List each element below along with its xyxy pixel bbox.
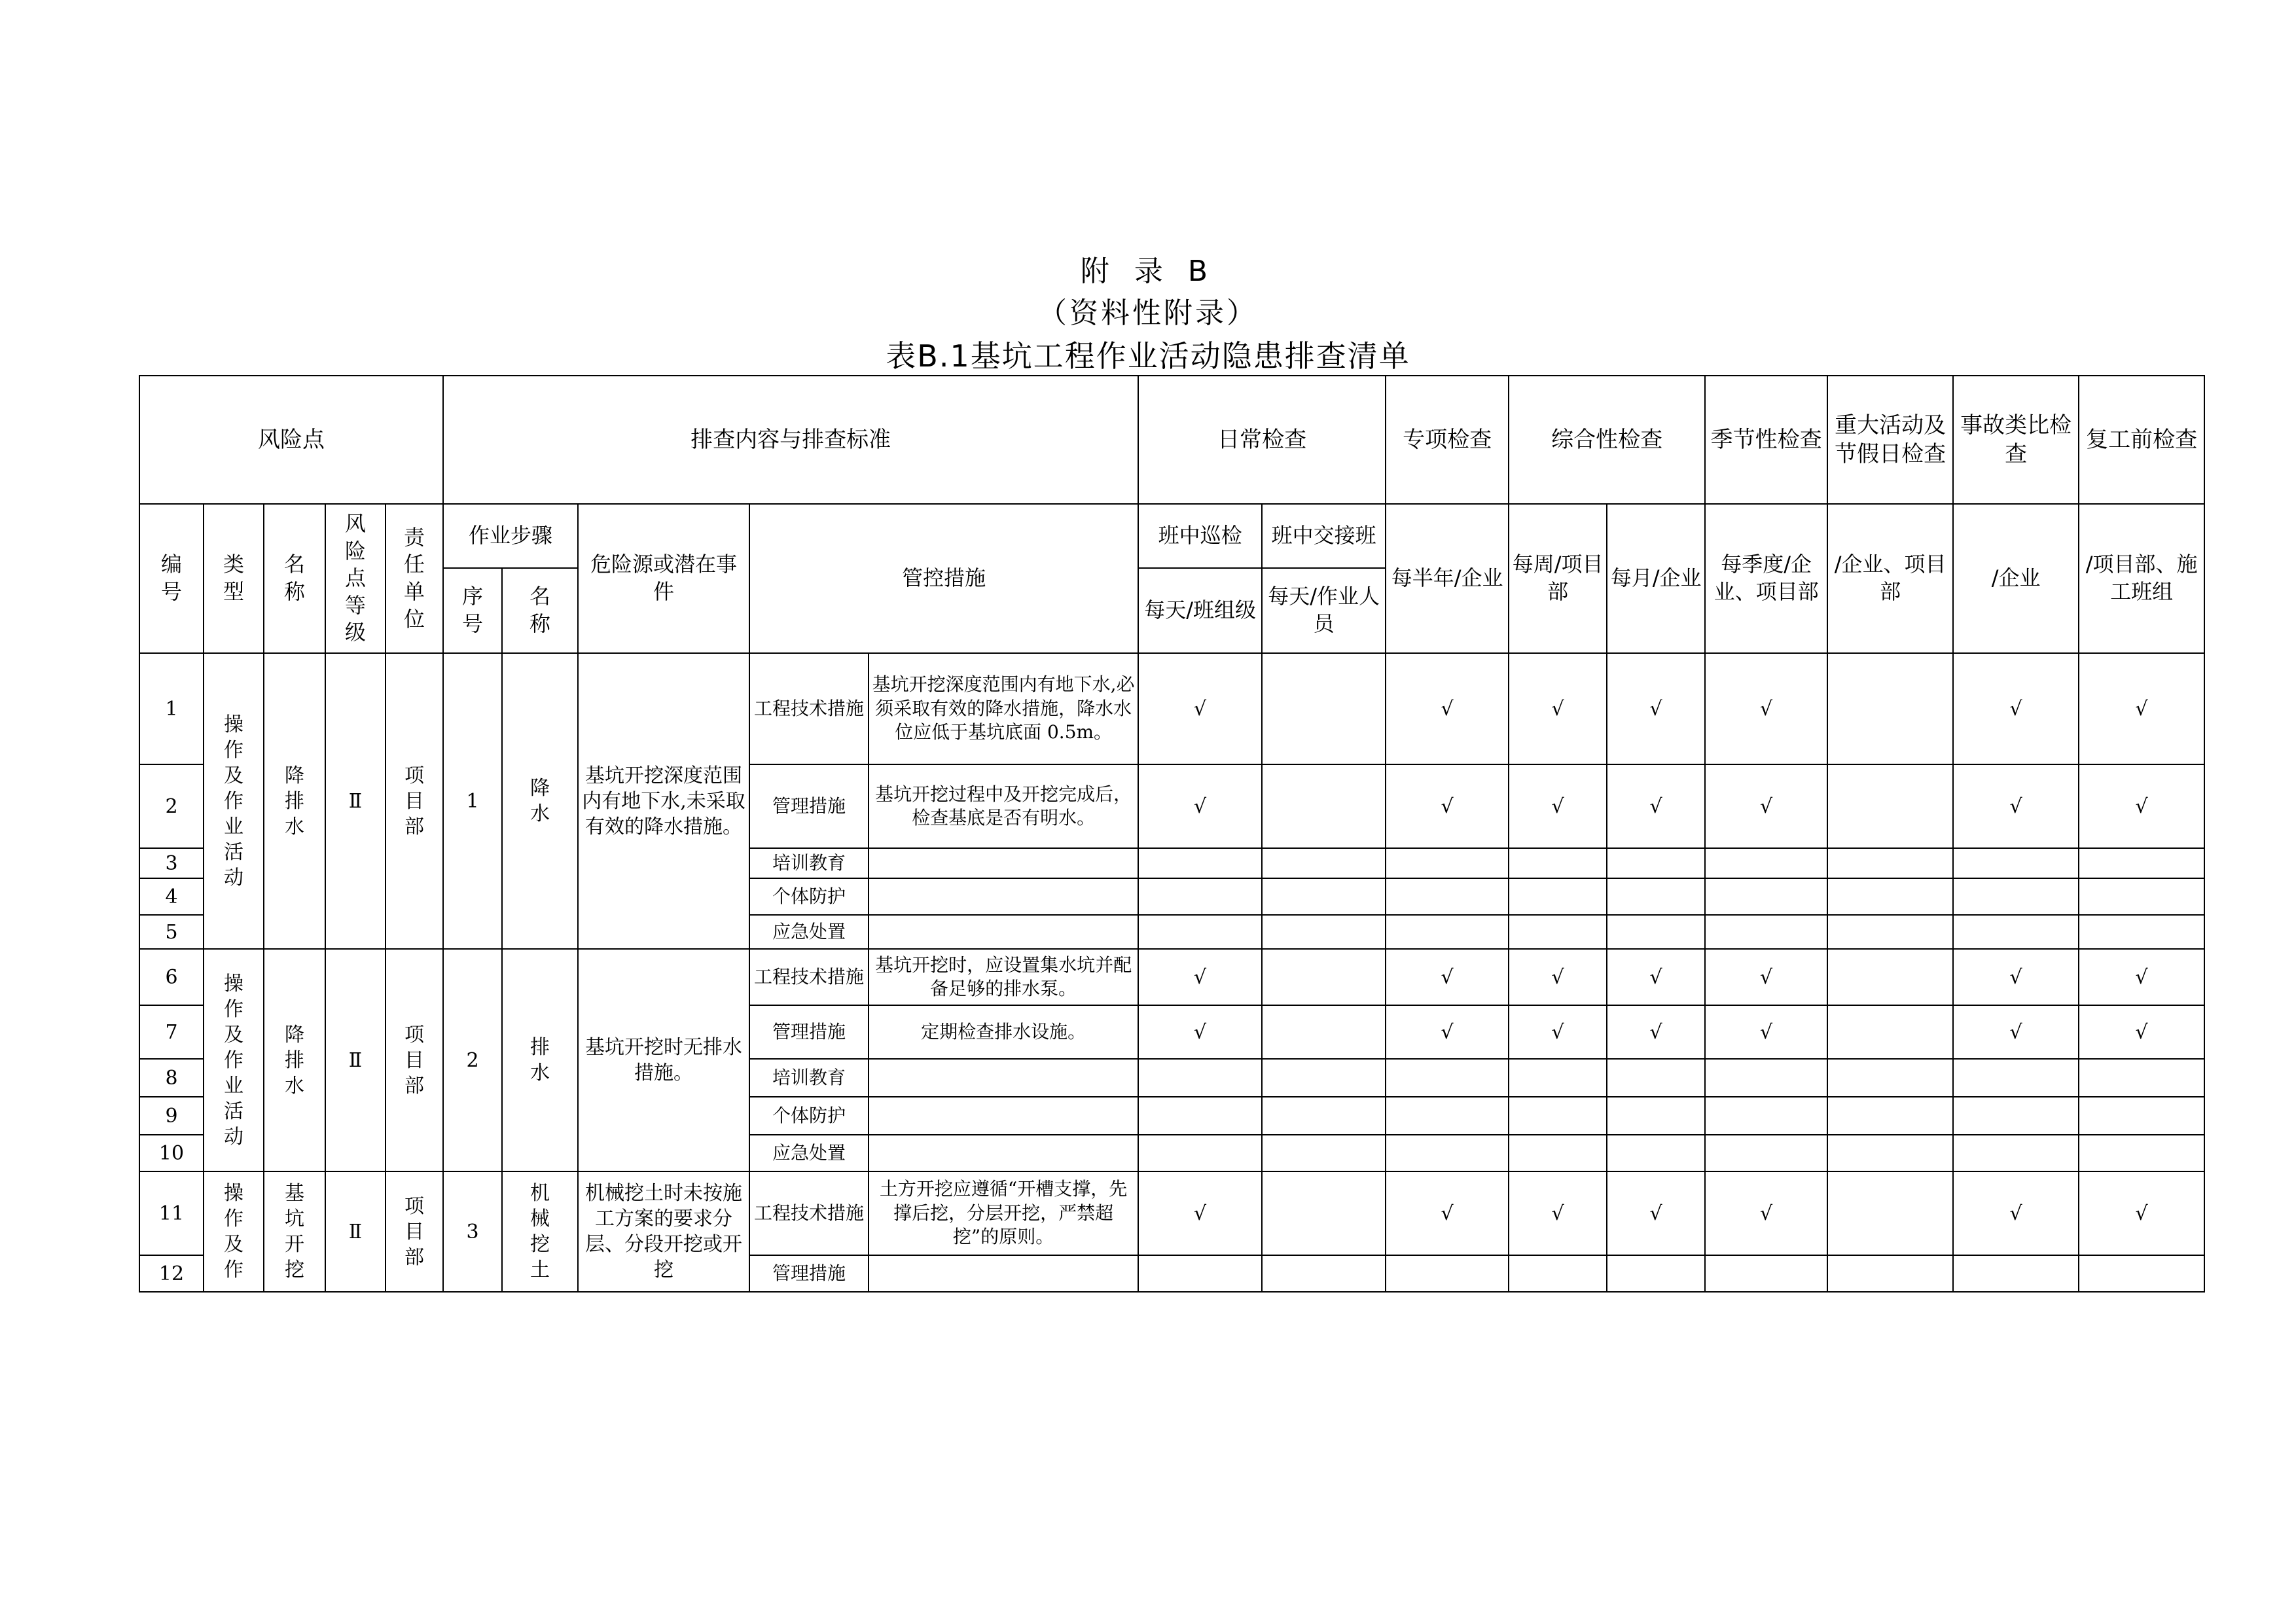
check-mark: [1138, 878, 1262, 915]
type-header: 类型: [204, 504, 264, 653]
check-mark: [1827, 1005, 1953, 1059]
appendix-title: 附 录 B: [1080, 255, 1216, 288]
responsible-unit-text: 项目部: [404, 1194, 425, 1269]
check-mark: √: [1705, 764, 1827, 848]
check-mark: [1138, 1059, 1262, 1097]
row-number: 4: [139, 878, 204, 915]
check-mark: [1509, 878, 1607, 915]
check-mark: √: [1138, 653, 1262, 764]
risk-point-header: 风险点: [139, 376, 443, 504]
check-mark: √: [1953, 949, 2079, 1005]
responsible-unit-text: 项目部: [404, 1023, 425, 1097]
control-category: 管理措施: [749, 764, 869, 848]
step-seq: 1: [443, 653, 502, 949]
check-mark: [1138, 1255, 1262, 1292]
check-mark: [1386, 915, 1509, 949]
shift-handover-header: 班中交接班: [1262, 504, 1386, 568]
check-mark: [2079, 878, 2204, 915]
responsible-unit: [386, 1171, 443, 1292]
check-mark: [1386, 878, 1509, 915]
table-row: [139, 1171, 2204, 1255]
risk-type: [204, 653, 264, 949]
check-mark: √: [2079, 1005, 2204, 1059]
check-mark: √: [1138, 1171, 1262, 1255]
control-category: 管理措施: [749, 1005, 869, 1059]
check-mark: [1705, 1097, 1827, 1135]
check-mark: √: [1953, 653, 2079, 764]
control-category: 培训教育: [749, 1059, 869, 1097]
row-number: 1: [139, 653, 204, 764]
freq-resume: /项目部、施工班组: [2079, 504, 2204, 653]
holiday-check-header: 重大活动及节假日检查: [1827, 376, 1953, 504]
risk-name-text: 基坑开挖: [285, 1182, 304, 1281]
check-mark: [1262, 1097, 1386, 1135]
check-mark: √: [1386, 949, 1509, 1005]
risk-name: [264, 653, 325, 949]
check-mark: √: [1509, 1005, 1607, 1059]
check-mark: √: [1386, 1005, 1509, 1059]
freq-holiday: /企业、项目部: [1827, 504, 1953, 653]
check-mark: √: [1138, 764, 1262, 848]
row-number: 9: [139, 1097, 204, 1135]
no-header: 编号: [139, 504, 204, 653]
row-number: 5: [139, 915, 204, 949]
check-mark: [1509, 1255, 1607, 1292]
control-measure: [869, 1135, 1138, 1171]
check-mark: [1262, 1171, 1386, 1255]
risk-name-text: 降排水: [285, 764, 304, 838]
daily-check-header: 日常检查: [1138, 376, 1386, 504]
risk-name-text: 降排水: [285, 1023, 304, 1097]
check-mark: [1607, 848, 1705, 878]
risk-type: [204, 1171, 264, 1292]
check-mark: √: [1705, 949, 1827, 1005]
control-measure: [869, 878, 1138, 915]
check-mark: [1607, 878, 1705, 915]
control-measure: [869, 915, 1138, 949]
row-number: 8: [139, 1059, 204, 1097]
step-name: [502, 949, 578, 1171]
step-name: [502, 1171, 578, 1292]
check-mark: [1509, 848, 1607, 878]
check-mark: [1827, 764, 1953, 848]
check-mark: [1705, 1059, 1827, 1097]
step-seq: 2: [443, 949, 502, 1171]
table-row: [139, 653, 2204, 764]
check-mark: √: [1705, 1171, 1827, 1255]
check-mark: [1138, 1135, 1262, 1171]
check-mark: √: [1607, 764, 1705, 848]
check-mark: [1827, 1135, 1953, 1171]
check-mark: [1607, 1135, 1705, 1171]
freq-weekly: 每周/项目部: [1509, 504, 1607, 653]
check-mark: [1953, 1135, 2079, 1171]
check-mark: [1705, 915, 1827, 949]
check-mark: √: [2079, 653, 2204, 764]
resume-check-header: 复工前检查: [2079, 376, 2204, 504]
control-category: 个体防护: [749, 878, 869, 915]
check-mark: [1607, 1255, 1705, 1292]
check-mark: [1262, 878, 1386, 915]
check-mark: [1509, 1059, 1607, 1097]
control-category: 应急处置: [749, 1135, 869, 1171]
seq-header: 序号: [443, 568, 502, 653]
freq-monthly: 每月/企业: [1607, 504, 1705, 653]
check-mark: [2079, 848, 2204, 878]
step-name-text: 降水: [530, 777, 550, 825]
check-mark: √: [1509, 1171, 1607, 1255]
control-category: 管理措施: [749, 1255, 869, 1292]
check-mark: √: [1509, 764, 1607, 848]
check-mark: [1705, 1135, 1827, 1171]
step-name: [502, 653, 578, 949]
check-mark: [1386, 848, 1509, 878]
freq-handover: 每天/作业人员: [1262, 568, 1386, 653]
risk-level: Ⅱ: [325, 949, 386, 1171]
check-mark: √: [1138, 949, 1262, 1005]
table-row: [139, 949, 2204, 1005]
risk-type-text: 操作及作: [224, 1182, 243, 1281]
header-row-1: [139, 376, 2204, 504]
check-mark: [1827, 949, 1953, 1005]
check-mark: [1262, 949, 1386, 1005]
check-mark: [1827, 848, 1953, 878]
check-mark: [1138, 915, 1262, 949]
name-header: 名称: [264, 504, 325, 653]
control-measure: 基坑开挖过程中及开挖完成后，检查基底是否有明水。: [869, 764, 1138, 848]
check-mark: √: [1607, 1005, 1705, 1059]
control-measure: 土方开挖应遵循“开槽支撑，先撑后挖，分层开挖，严禁超挖”的原则。: [869, 1171, 1138, 1255]
check-mark: √: [2079, 764, 2204, 848]
control-category: 个体防护: [749, 1097, 869, 1135]
control-category: 工程技术措施: [749, 1171, 869, 1255]
step-header: 作业步骤: [443, 504, 578, 568]
check-mark: √: [1953, 764, 2079, 848]
comprehensive-check-header: 综合性检查: [1509, 376, 1705, 504]
check-mark: [1827, 915, 1953, 949]
check-mark: [2079, 1059, 2204, 1097]
hazard-checklist-table: [139, 375, 2205, 1293]
check-mark: √: [1705, 653, 1827, 764]
freq-accident: /企业: [1953, 504, 2079, 653]
control-category: 培训教育: [749, 848, 869, 878]
seasonal-check-header: 季节性检查: [1705, 376, 1827, 504]
row-number: 2: [139, 764, 204, 848]
check-mark: √: [1509, 653, 1607, 764]
responsible-unit: [386, 653, 443, 949]
check-mark: [1705, 878, 1827, 915]
check-mark: [1953, 1097, 2079, 1135]
header-row-2: [139, 504, 2204, 568]
check-mark: √: [2079, 1171, 2204, 1255]
row-number: 7: [139, 1005, 204, 1059]
unit-header: 责任单位: [386, 504, 443, 653]
check-mark: [1262, 653, 1386, 764]
risk-level: Ⅱ: [325, 653, 386, 949]
table-title: 表B.1基坑工程作业活动隐患排查清单: [886, 338, 1410, 374]
check-mark: [1953, 1255, 2079, 1292]
hazard-description: 基坑开挖时无排水措施。: [578, 949, 749, 1171]
control-category: 应急处置: [749, 915, 869, 949]
level-header: 风险点等级: [325, 504, 386, 653]
check-mark: [2079, 1097, 2204, 1135]
freq-special: 每半年/企业: [1386, 504, 1509, 653]
check-mark: √: [1607, 1171, 1705, 1255]
check-mark: [1262, 1059, 1386, 1097]
hazard-description: 机械挖土时未按施工方案的要求分层、分段开挖或开挖: [578, 1171, 749, 1292]
check-mark: √: [1386, 653, 1509, 764]
check-mark: [1262, 1005, 1386, 1059]
check-mark: [1953, 1059, 2079, 1097]
row-number: 6: [139, 949, 204, 1005]
check-mark: √: [1705, 1005, 1827, 1059]
accident-check-header: 事故类比检查: [1953, 376, 2079, 504]
check-mark: [1705, 1255, 1827, 1292]
check-mark: [1607, 1097, 1705, 1135]
check-mark: [1607, 915, 1705, 949]
check-mark: √: [1953, 1171, 2079, 1255]
freq-patrol: 每天/班组级: [1138, 568, 1262, 653]
appendix-subtitle: （资料性附录）: [1038, 296, 1258, 330]
step-name-text: 排水: [530, 1036, 550, 1084]
row-number: 12: [139, 1255, 204, 1292]
check-mark: [2079, 915, 2204, 949]
shift-patrol-header: 班中巡检: [1138, 504, 1262, 568]
check-mark: [1386, 1255, 1509, 1292]
risk-name: [264, 949, 325, 1171]
check-mark: [1509, 915, 1607, 949]
check-mark: [1953, 915, 2079, 949]
check-mark: [1827, 1255, 1953, 1292]
row-number: 11: [139, 1171, 204, 1255]
control-measure: [869, 1059, 1138, 1097]
check-mark: [1262, 1135, 1386, 1171]
step-name-text: 机械挖土: [530, 1182, 550, 1281]
check-mark: √: [1607, 653, 1705, 764]
risk-type: [204, 949, 264, 1171]
control-header: 管控措施: [749, 504, 1138, 653]
check-mark: [1386, 1059, 1509, 1097]
check-mark: [1138, 848, 1262, 878]
check-mark: [1827, 1097, 1953, 1135]
control-measure: 基坑开挖深度范围内有地下水,必须采取有效的降水措施，降水水位应低于基坑底面 0.5m。: [869, 653, 1138, 764]
control-category: 工程技术措施: [749, 949, 869, 1005]
control-measure: [869, 1097, 1138, 1135]
responsible-unit: [386, 949, 443, 1171]
check-mark: [1262, 848, 1386, 878]
hazard-description: 基坑开挖深度范围内有地下水,未采取有效的降水措施。: [578, 653, 749, 949]
check-mark: [1138, 1097, 1262, 1135]
check-mark: [1509, 1097, 1607, 1135]
check-mark: [1953, 848, 2079, 878]
control-measure: [869, 848, 1138, 878]
check-mark: [1386, 1135, 1509, 1171]
risk-type-text: 操作及作业活动: [224, 713, 243, 889]
check-mark: [2079, 1255, 2204, 1292]
responsible-unit-text: 项目部: [404, 764, 425, 838]
check-mark: [1827, 653, 1953, 764]
row-number: 10: [139, 1135, 204, 1171]
check-content-header: 排查内容与排查标准: [443, 376, 1138, 504]
check-mark: √: [1607, 949, 1705, 1005]
risk-level: Ⅱ: [325, 1171, 386, 1292]
check-mark: [1705, 848, 1827, 878]
check-mark: [1827, 878, 1953, 915]
check-mark: [1386, 1097, 1509, 1135]
control-measure: [869, 1255, 1138, 1292]
control-measure: 定期检查排水设施。: [869, 1005, 1138, 1059]
check-mark: [1607, 1059, 1705, 1097]
check-mark: √: [1138, 1005, 1262, 1059]
freq-seasonal: 每季度/企业、项目部: [1705, 504, 1827, 653]
hazard-header: 危险源或潜在事件: [578, 504, 749, 653]
risk-type-text: 操作及作业活动: [224, 972, 243, 1149]
check-mark: √: [1386, 764, 1509, 848]
step-seq: 3: [443, 1171, 502, 1292]
check-mark: √: [2079, 949, 2204, 1005]
special-check-header: 专项检查: [1386, 376, 1509, 504]
check-mark: [1827, 1059, 1953, 1097]
check-mark: [1953, 878, 2079, 915]
row-number: 3: [139, 848, 204, 878]
check-mark: [2079, 1135, 2204, 1171]
check-mark: [1262, 1255, 1386, 1292]
control-category: 工程技术措施: [749, 653, 869, 764]
check-mark: √: [1386, 1171, 1509, 1255]
check-mark: [1827, 1171, 1953, 1255]
check-mark: [1509, 1135, 1607, 1171]
control-measure: 基坑开挖时，应设置集水坑并配备足够的排水泵。: [869, 949, 1138, 1005]
step-name-header: 名称: [502, 568, 578, 653]
check-mark: √: [1953, 1005, 2079, 1059]
check-mark: [1262, 764, 1386, 848]
check-mark: [1262, 915, 1386, 949]
risk-name: [264, 1171, 325, 1292]
check-mark: √: [1509, 949, 1607, 1005]
